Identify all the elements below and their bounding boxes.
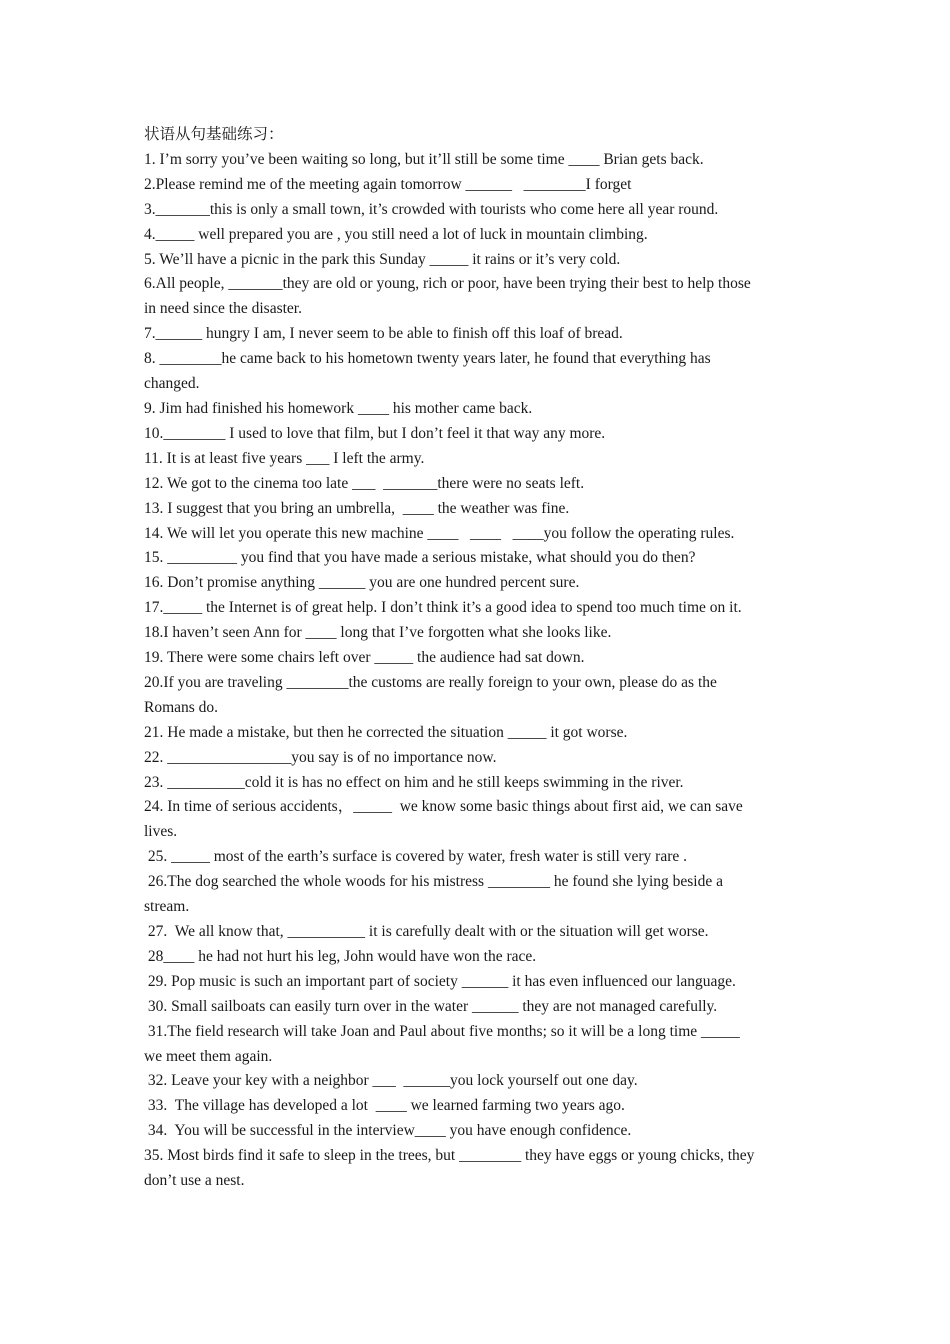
document-heading: 状语从句基础练习： (144, 126, 284, 143)
exercise-line: we meet them again. (144, 1047, 273, 1065)
exercise-line: 23. __________cold it is has no effect on him and he still keeps swimming in the river. (144, 773, 684, 791)
exercise-line: 3._______this is only a small town, it’s crowded with tourists who come here all year round. (144, 200, 719, 218)
exercise-line: 8. ________he came back to his hometown twenty years later, he found that everything has (144, 350, 711, 368)
exercise-line: 33. The village has developed a lot ____ we learned farming two years ago. (144, 1097, 625, 1115)
exercise-line: 31.The field research will take Joan and Paul about five months; so it will be a long time _____ (144, 1022, 740, 1040)
exercise-line: 34. You will be successful in the interview____ you have enough confidence. (144, 1122, 632, 1140)
exercise-line: 6.All people, _______they are old or young, rich or poor, have been trying their best to help those (144, 275, 751, 293)
exercise-line: 22. ________________you say is of no importance now. (144, 748, 497, 766)
exercise-line: 16. Don’t promise anything ______ you are one hundred percent sure. (144, 574, 580, 592)
exercise-line: 14. We will let you operate this new machine ____ ____ ____you follow the operating rules. (144, 524, 735, 542)
exercise-line: 24. In time of serious accidents，_____ we know some basic things about first aid, we can save (144, 798, 743, 816)
document-page (144, 123, 814, 1194)
exercise-line: 13. I suggest that you bring an umbrella, ____ the weather was fine. (144, 499, 570, 517)
exercise-line: 18.I haven’t seen Ann for ____ long that I’ve forgotten what she looks like. (144, 624, 612, 642)
exercise-line: 28____ he had not hurt his leg, John would have won the race. (144, 947, 537, 965)
exercise-line: changed. (144, 375, 200, 393)
exercise-line: 21. He made a mistake, but then he corrected the situation _____ it got worse. (144, 723, 628, 741)
exercise-line: 15. _________ you find that you have made a serious mistake, what should you do then? (144, 549, 696, 567)
exercise-line: 30. Small sailboats can easily turn over in the water ______ they are not managed carefully. (144, 997, 718, 1015)
exercise-line: 4._____ well prepared you are , you still need a lot of luck in mountain climbing. (144, 225, 648, 243)
exercise-line: don’t use a nest. (144, 1172, 245, 1190)
exercise-line: 17._____ the Internet is of great help. I don’t think it’s a good idea to spend too much time on it. (144, 599, 742, 617)
exercise-line: 35. Most birds find it safe to sleep in the trees, but ________ they have eggs or young chicks, they (144, 1147, 755, 1165)
exercise-line: 2.Please remind me of the meeting again tomorrow ______ ________I forget (144, 175, 632, 193)
exercise-line: Romans do. (144, 698, 219, 716)
exercise-list (144, 148, 814, 1194)
exercise-line: in need since the disaster. (144, 300, 302, 318)
exercise-line: lives. (144, 823, 178, 841)
exercise-line: stream. (144, 898, 190, 916)
exercise-line: 20.If you are traveling ________the customs are really foreign to your own, please do as the (144, 673, 717, 691)
exercise-line: 7.______ hungry I am, I never seem to be able to finish off this loaf of bread. (144, 325, 623, 343)
exercise-line: 5. We’ll have a picnic in the park this Sunday _____ it rains or it’s very cold. (144, 250, 621, 268)
exercise-line: 1. I’m sorry you’ve been waiting so long, but it’ll still be some time ____ Brian gets back. (144, 150, 704, 168)
exercise-line: 25. _____ most of the earth’s surface is covered by water, fresh water is still very rare . (144, 848, 687, 866)
exercise-line: 27. We all know that, __________ it is carefully dealt with or the situation will get worse. (144, 923, 709, 940)
exercise-line: 10.________ I used to love that film, but I don’t feel it that way any more. (144, 424, 606, 442)
exercise-line: 26.The dog searched the whole woods for his mistress ________ he found she lying beside a (144, 873, 723, 891)
exercise-line: 19. There were some chairs left over _____ the audience had sat down. (144, 649, 585, 667)
exercise-line: 29. Pop music is such an important part of society ______ it has even influenced our language. (144, 972, 736, 990)
exercise-line: 32. Leave your key with a neighbor ___ ______you lock yourself out one day. (144, 1072, 638, 1090)
exercise-line: 12. We got to the cinema too late ___ _______there were no seats left. (144, 474, 585, 492)
exercise-line: 11. It is at least five years ___ I left the army. (144, 449, 425, 467)
exercise-line: 9. Jim had finished his homework ____ his mother came back. (144, 399, 533, 417)
